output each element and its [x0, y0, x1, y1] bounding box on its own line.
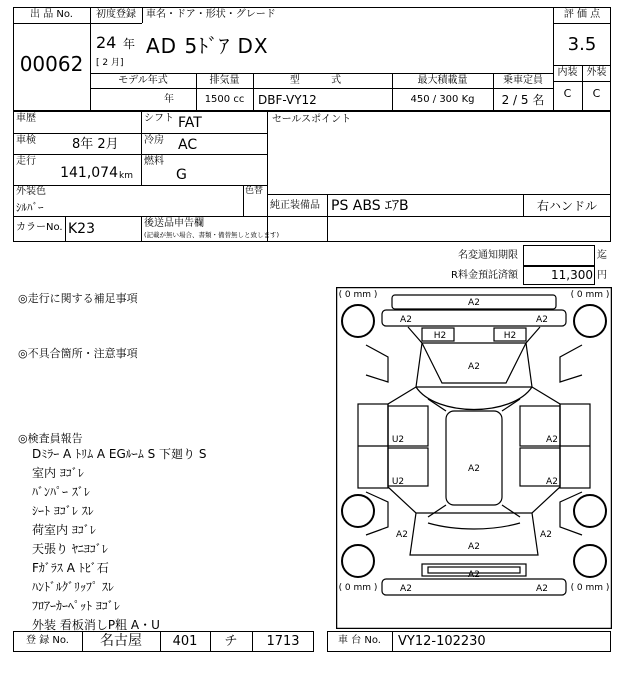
driving-notes-label: ◎走行に関する補足事項 [18, 292, 138, 305]
mileage-label: 走行 [16, 156, 36, 167]
damage-hood: A2 [468, 362, 480, 372]
lot-number: 00062 [19, 52, 84, 76]
plate-region: 名古屋 [100, 633, 142, 649]
chassis-number: VY12-102230 [398, 634, 486, 649]
inspection-label: 車検 [16, 135, 36, 146]
exterior-label: 外装 [586, 67, 607, 78]
model-code-label: 型 式 [289, 75, 356, 86]
name-change-unit: 迄 [597, 250, 607, 261]
mileage: 141,074 [60, 165, 118, 181]
overall-score: 3.5 [567, 34, 597, 55]
docs-note: (記載が無い場合、書類・備替無しと致します) [144, 231, 280, 239]
seats-label: 乗車定員 [503, 75, 543, 86]
displacement: 1500 cc [204, 94, 245, 105]
color-code: K23 [68, 221, 95, 237]
lot-label: 出 品 No. [30, 9, 73, 20]
registration-year-unit: 年 [123, 37, 136, 51]
damage-door-rear-right: A2 [546, 477, 558, 487]
displacement-label: 排気量 [209, 75, 240, 86]
history-label: 車歴 [16, 113, 36, 124]
color-no-label: カラーNo. [16, 222, 63, 233]
recycle-fee: 11,300 [551, 268, 593, 282]
report-line: ｼｰﾄ ﾖｺﾞﾚ ｽﾚ [32, 504, 94, 518]
model-year-label: モデル年式 [118, 75, 168, 86]
corner-rear-left: ( 0 mm ) [338, 583, 378, 593]
damage-roof: A2 [468, 464, 480, 474]
defect-notes-label: ◎不具合箇所・注意事項 [18, 347, 138, 360]
sales-point-label: セールスポイント [272, 114, 352, 125]
damage-door-rear-left: U2 [391, 477, 405, 487]
recycle-label: R料金預託済額 [451, 270, 518, 281]
report-line: ﾌﾛｱｰｶｰﾍﾟｯﾄ ﾖｺﾞﾚ [32, 599, 120, 613]
damage-front-left: A2 [400, 315, 412, 325]
recycle-unit: 円 [597, 270, 607, 281]
interior-grade: C [563, 87, 572, 100]
chassis-label: 車 台 No. [338, 635, 381, 646]
report-line: ﾊﾞﾝﾊﾟｰ ｽﾞﾚ [32, 485, 90, 499]
name-change-label: 名変通知期限 [458, 250, 518, 261]
capacity-label: 最大積載量 [417, 75, 468, 86]
shift-type: FAT [178, 115, 202, 131]
registration-label: 初度登録 [96, 9, 136, 20]
interior-label: 内装 [557, 67, 578, 78]
report-line: 天張り ﾔﾆﾖｺﾞﾚ [32, 542, 108, 556]
car-name: AD 5ﾄﾞｱ DX [146, 34, 269, 58]
shift-label: シフト [144, 113, 174, 124]
plate-kana: チ [224, 634, 238, 649]
fuel-label: 燃料 [144, 156, 164, 167]
color-label: 外装色 [16, 186, 46, 197]
registration-year: 24 [96, 33, 117, 52]
score-label: 評 価 点 [563, 9, 601, 20]
damage-light-right: H2 [503, 331, 517, 341]
report-line: 荷室内 ﾖｺﾞﾚ [32, 523, 96, 537]
corner-front-right: ( 0 mm ) [570, 290, 610, 300]
report-line: 室内 ﾖｺﾞﾚ [32, 466, 84, 480]
damage-quarter-right: A2 [540, 530, 552, 540]
damage-quarter-left: A2 [396, 530, 408, 540]
capacity: 450 / 300 Kg [410, 94, 475, 105]
exterior-grade: C [592, 87, 601, 100]
corner-front-left: ( 0 mm ) [338, 290, 378, 300]
damage-light-left: H2 [433, 331, 447, 341]
report-line: 外装 看板消しP粗 A・U [32, 618, 160, 632]
car-damage-diagram [336, 287, 612, 629]
damage-front-bumper: A2 [468, 298, 480, 308]
report-line: Dﾐﾗｰ A ﾄﾘﾑ A EGﾙｰﾑ S 下廻り S [32, 447, 207, 461]
damage-door-front-right: A2 [546, 435, 558, 445]
plate-label: 登 録 No. [26, 635, 69, 646]
car-name-label: 車名・ドア・形状・グレード [146, 9, 276, 20]
equipment-label: 純正装備品 [270, 200, 320, 211]
seats: 2 / 5 名 [501, 93, 545, 107]
damage-front-right: A2 [536, 315, 548, 325]
damage-rear-right: A2 [536, 584, 548, 594]
report-line: Fｶﾞﾗｽ A ﾄﾋﾞ石 [32, 561, 109, 575]
mileage-unit: km [119, 171, 133, 181]
registration-month: [ 2 月] [96, 58, 124, 68]
corner-rear-right: ( 0 mm ) [570, 583, 610, 593]
name-change-box [523, 245, 595, 266]
damage-trunk: A2 [468, 542, 480, 552]
model-year-unit: 年 [164, 94, 174, 105]
inspection-date: 8年 2月 [72, 137, 119, 152]
report-line: ﾊﾝﾄﾞﾙｸﾞﾘｯﾌﾟ ｽﾚ [32, 580, 114, 594]
docs-label: 後送品申告欄 [144, 218, 204, 229]
body-color: ｼﾙﾊﾞｰ [16, 201, 44, 214]
steering-side: 右ハンドル [536, 199, 597, 213]
air-conditioning: AC [178, 137, 198, 153]
plate-number: 1713 [266, 634, 300, 649]
color-change-label: 色替 [245, 186, 264, 196]
model-code: DBF-VY12 [258, 93, 317, 107]
plate-class: 401 [172, 634, 198, 649]
equipment: PS ABS ｴｱB [331, 198, 409, 214]
damage-rear-bumper: A2 [468, 570, 480, 580]
damage-rear-left: A2 [400, 584, 412, 594]
ac-label: 冷房 [144, 135, 164, 146]
inspector-report-label: ◎検査員報告 [18, 432, 83, 445]
fuel-type: G [176, 167, 187, 183]
damage-door-front-left: U2 [391, 435, 405, 445]
